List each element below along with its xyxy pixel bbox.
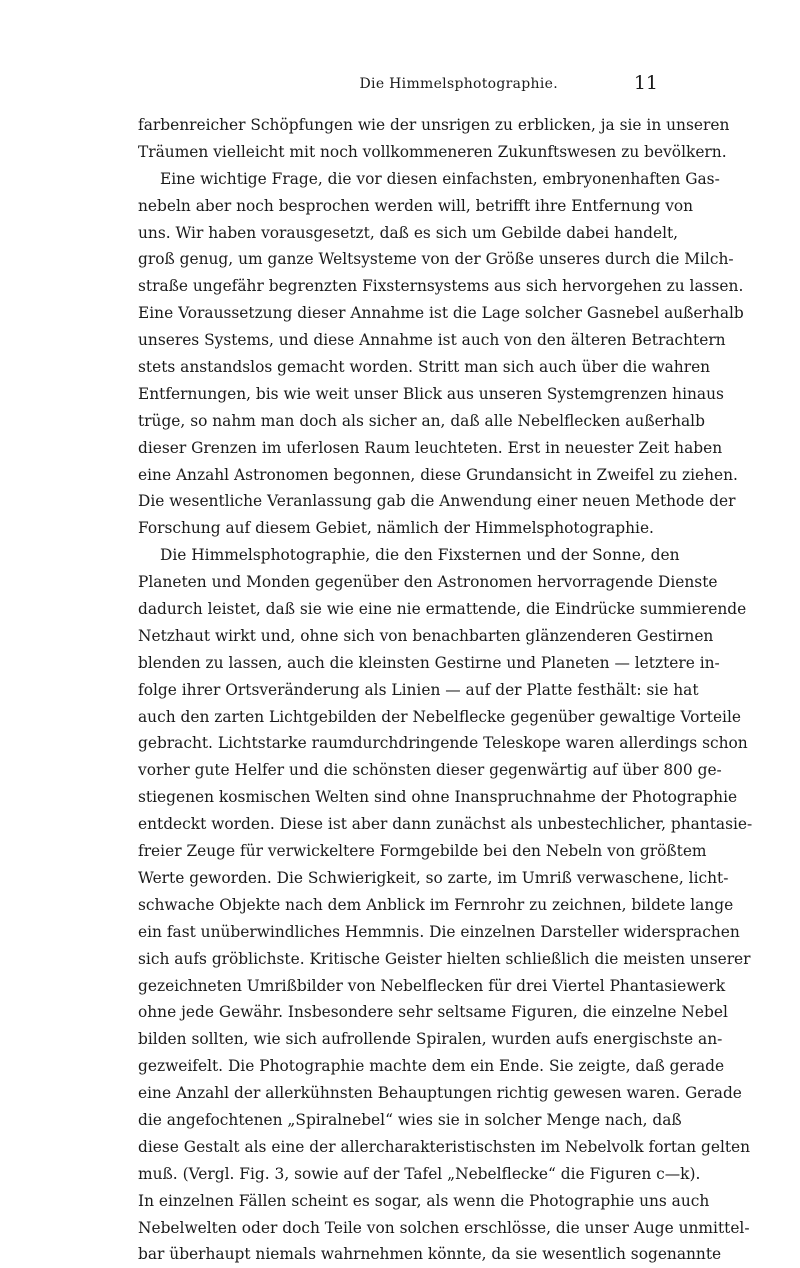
- page-number: 11: [633, 72, 658, 94]
- text-line: Die Himmelsphotographie, die den Fixsternen und der Sonne, den: [160, 546, 680, 565]
- text-line: sich aufs gröblichste. Kritische Geister hielten schließlich die meisten unserer: [138, 949, 751, 968]
- text-line: eine Anzahl der allerkühnsten Behauptungen richtig gewesen waren. Gerade: [138, 1084, 742, 1103]
- text-line: muß. (Vergl. Fig. 3, sowie auf der Tafel „Nebelflecke“ die Figuren c—k).: [138, 1164, 701, 1183]
- text-line: blenden zu lassen, auch die kleinsten Gestirne und Planeten — letztere in-: [138, 653, 720, 672]
- text-line: Nebelwelten oder doch Teile von solchen erschlösse, die unser Auge unmittel-: [138, 1218, 750, 1237]
- paragraph: [138, 166, 744, 542]
- text-line: die angefochtenen „Spiralnebel“ wies sie in solcher Menge nach, daß: [138, 1110, 682, 1129]
- text-line: eine Anzahl Astronomen begonnen, diese Grundansicht in Zweifel zu ziehen.: [138, 465, 738, 484]
- text-line: ohne jede Gewähr. Insbesondere sehr seltsame Figuren, die einzelne Nebel: [138, 1003, 728, 1022]
- running-head: [138, 72, 658, 98]
- running-title: Die Himmelsphotographie.: [359, 76, 558, 92]
- text-line: auch den zarten Lichtgebilden der Nebelflecke gegenüber gewaltige Vorteile: [138, 707, 741, 726]
- text-line: schwache Objekte nach dem Anblick im Fernrohr zu zeichnen, bildete lange: [138, 895, 734, 914]
- text-line: In einzelnen Fällen scheint es sogar, als wenn die Photographie uns auch: [138, 1191, 710, 1210]
- text-line: folge ihrer Ortsveränderung als Linien — auf der Platte festhält: sie hat: [138, 680, 699, 699]
- text-line: bilden sollten, wie sich aufrollende Spiralen, wurden aufs energischste an-: [138, 1030, 723, 1049]
- text-line: Eine wichtige Frage, die vor diesen einfachsten, embryonenhaften Gas-: [160, 169, 720, 188]
- text-line: entdeckt worden. Diese ist aber dann zunächst als unbestechlicher, phantasie-: [138, 815, 753, 834]
- text-line: farbenreicher Schöpfungen wie der unsrigen zu erblicken, ja sie in unseren: [138, 116, 730, 134]
- text-line: stets anstandslos gemacht worden. Stritt man sich auch über die wahren: [138, 358, 711, 377]
- paragraph: [138, 542, 753, 1268]
- text-line: Eine Voraussetzung dieser Annahme ist die Lage solcher Gasnebel außerhalb: [138, 304, 744, 323]
- paragraph: [138, 112, 730, 166]
- text-line: Netzhaut wirkt und, ohne sich von benachbarten glänzenderen Gestirnen: [138, 626, 714, 645]
- text-line: Entfernungen, bis wie weit unser Blick aus unseren Systemgrenzen hinaus: [138, 384, 724, 403]
- text-line: Träumen vielleicht mit noch vollkommeneren Zukunftswesen zu bevölkern.: [138, 142, 727, 161]
- text-line: nebeln aber noch besprochen werden will, betrifft ihre Entfernung von: [138, 196, 694, 215]
- text-line: Forschung auf diesem Gebiet, nämlich der Himmelsphotographie.: [138, 519, 654, 538]
- text-line: Planeten und Monden gegenüber den Astronomen hervorragende Dienste: [138, 573, 718, 592]
- text-line: Die wesentliche Veranlassung gab die Anwendung einer neuen Methode der: [138, 492, 736, 511]
- text-line: straße ungefähr begrenzten Fixsternsystems aus sich hervorgehen zu lassen.: [138, 277, 744, 296]
- text-line: vorher gute Helfer und die schönsten dieser gegenwärtig auf über 800 ge-: [138, 761, 722, 780]
- text-line: trüge, so nahm man doch als sicher an, daß alle Nebelflecken außerhalb: [138, 411, 705, 430]
- text-line: gezweifelt. Die Photographie machte dem ein Ende. Sie zeigte, daß gerade: [138, 1057, 725, 1076]
- text-line: uns. Wir haben vorausgesetzt, daß es sich um Gebilde dabei handelt,: [138, 223, 679, 242]
- text-line: dieser Grenzen im uferlosen Raum leuchteten. Erst in neuester Zeit haben: [138, 438, 723, 457]
- text-line: stiegenen kosmischen Welten sind ohne Inanspruchnahme der Photographie: [138, 788, 738, 807]
- text-line: groß genug, um ganze Weltsysteme von der Größe unseres durch die Milch-: [138, 250, 734, 269]
- text-line: unseres Systems, und diese Annahme ist auch von den älteren Betrachtern: [138, 331, 726, 350]
- text-line: ein fast unüberwindliches Hemmnis. Die einzelnen Darsteller widersprachen: [138, 922, 740, 941]
- text-line: gebracht. Lichtstarke raumdurchdringende Teleskope waren allerdings schon: [138, 734, 748, 753]
- text-line: freier Zeuge für verwickeltere Formgebilde bei den Nebeln von größtem: [138, 842, 707, 861]
- text-line: dadurch leistet, daß sie wie eine nie ermattende, die Eindrücke summierende: [138, 600, 747, 619]
- body-text: [138, 112, 753, 1268]
- text-line: bar überhaupt niemals wahrnehmen könnte, da sie wesentlich sogenannte: [138, 1245, 722, 1264]
- text-line: gezeichneten Umrißbilder von Nebelflecken für drei Viertel Phantasiewerk: [138, 976, 726, 995]
- text-line: Werte geworden. Die Schwierigkeit, so zarte, im Umriß verwaschene, licht-: [138, 868, 729, 887]
- text-line: diese Gestalt als eine der allercharakteristischsten im Nebelvolk fortan gelten: [138, 1137, 751, 1156]
